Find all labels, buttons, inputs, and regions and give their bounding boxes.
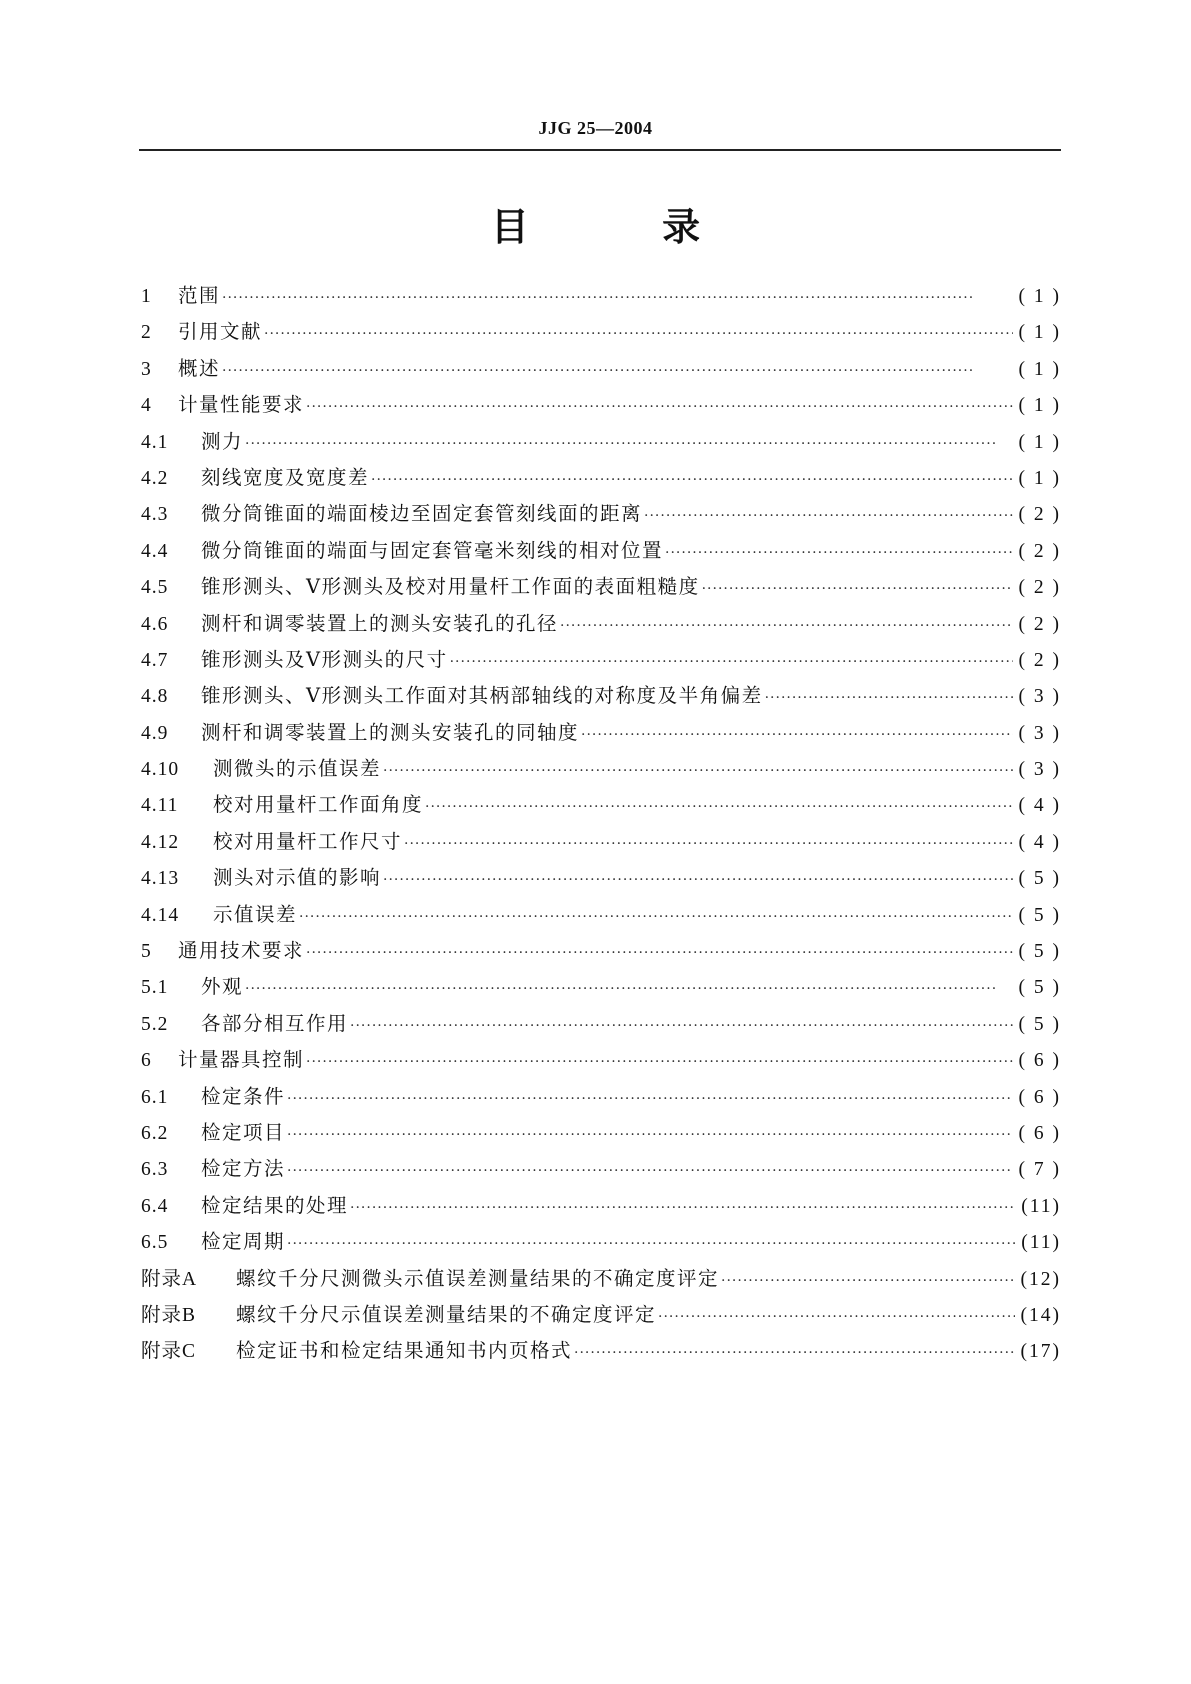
toc-entry-number: 4.8 bbox=[141, 686, 169, 708]
toc-entry-title: 锥形测头、V形测头工作面对其柄部轴线的对称度及半角偏差 bbox=[201, 684, 763, 708]
toc-entry-title: 引用文献 bbox=[178, 320, 263, 344]
toc-entry-page: ( 1 ) bbox=[1018, 467, 1061, 489]
toc-entry-page: ( 2 ) bbox=[1018, 504, 1061, 526]
toc-entry-title: 检定结果的处理 bbox=[201, 1193, 349, 1217]
dot-leader bbox=[581, 727, 1012, 743]
toc-entry[interactable] bbox=[141, 717, 1061, 753]
toc-entry-title: 检定项目 bbox=[201, 1120, 286, 1144]
toc-entry-number: 1 bbox=[141, 286, 152, 307]
toc-entry-number: 5.1 bbox=[141, 977, 169, 999]
toc-entry-page: ( 7 ) bbox=[1018, 1159, 1061, 1181]
dot-leader bbox=[306, 399, 1012, 415]
toc-entry-title: 螺纹千分尺测微头示值误差测量结果的不确定度评定 bbox=[236, 1266, 720, 1290]
toc-entry-number: 6.5 bbox=[141, 1232, 169, 1254]
toc-entry-page: ( 3 ) bbox=[1018, 722, 1061, 744]
toc-entry-number: 6.3 bbox=[141, 1159, 169, 1181]
toc-entry[interactable] bbox=[141, 1117, 1061, 1153]
toc-entry-number: 4.2 bbox=[141, 467, 169, 489]
toc-entry-title: 通用技术要求 bbox=[178, 939, 305, 963]
document-code-header: JJG 25—2004 bbox=[538, 118, 653, 138]
toc-entry-page: ( 5 ) bbox=[1018, 977, 1061, 999]
toc-entry-title: 测杆和调零装置上的测头安装孔的同轴度 bbox=[201, 720, 580, 744]
dot-leader bbox=[702, 581, 1013, 597]
toc-entry-title: 刻线宽度及宽度差 bbox=[201, 465, 370, 489]
dot-leader bbox=[383, 872, 1012, 888]
toc-entry-page: ( 5 ) bbox=[1018, 941, 1061, 963]
toc-entry-number: 附录A bbox=[141, 1268, 198, 1290]
toc-entry-title: 检定方法 bbox=[201, 1157, 286, 1181]
toc-entry-number: 2 bbox=[141, 322, 152, 344]
toc-entry-title: 检定条件 bbox=[201, 1084, 286, 1108]
toc-entry[interactable] bbox=[141, 1226, 1061, 1262]
toc-entry-title: 检定周期 bbox=[201, 1230, 286, 1254]
toc-entry[interactable] bbox=[141, 316, 1061, 352]
dot-leader bbox=[644, 508, 1012, 524]
dot-leader bbox=[306, 1054, 1012, 1070]
toc-entry[interactable] bbox=[141, 1081, 1061, 1117]
dot-leader bbox=[425, 799, 1012, 815]
toc-entry-number: 4.6 bbox=[141, 613, 169, 635]
toc-entry-title: 锥形测头、V形测头及校对用量杆工作面的表面粗糙度 bbox=[201, 575, 700, 599]
toc-entry-page: ( 1 ) bbox=[1018, 431, 1061, 453]
toc-entry-page: ( 2 ) bbox=[1018, 649, 1061, 671]
toc-entry-title: 微分筒锥面的端面棱边至固定套管刻线面的距离 bbox=[201, 502, 643, 526]
dot-leader bbox=[560, 618, 1012, 634]
toc-entry-title: 测杆和调零装置上的测头安装孔的孔径 bbox=[201, 611, 559, 635]
toc-entry-page: (14) bbox=[1020, 1304, 1061, 1326]
table-of-contents bbox=[141, 280, 1061, 1372]
dot-leader bbox=[287, 1236, 1015, 1252]
toc-entry-page: ( 6 ) bbox=[1018, 1122, 1061, 1144]
toc-entry[interactable] bbox=[141, 826, 1061, 862]
toc-entry[interactable] bbox=[141, 1335, 1061, 1371]
dot-leader bbox=[404, 836, 1012, 852]
toc-entry-number: 4.5 bbox=[141, 577, 169, 599]
dot-leader bbox=[245, 436, 1012, 452]
toc-entry[interactable] bbox=[141, 1299, 1061, 1335]
toc-entry-title: 校对用量杆工作面角度 bbox=[213, 793, 424, 817]
toc-entry-page: ( 6 ) bbox=[1018, 1050, 1061, 1072]
toc-entry[interactable] bbox=[141, 971, 1061, 1007]
toc-entry-page: (11) bbox=[1021, 1232, 1061, 1254]
toc-entry-page: (17) bbox=[1020, 1341, 1061, 1363]
toc-entry-page: ( 5 ) bbox=[1018, 1013, 1061, 1035]
toc-entry[interactable] bbox=[141, 498, 1061, 534]
dot-leader bbox=[222, 290, 1012, 306]
toc-entry-page: ( 5 ) bbox=[1018, 904, 1061, 926]
toc-entry-title: 范围 bbox=[178, 284, 221, 307]
toc-entry-title: 示值误差 bbox=[213, 902, 298, 926]
toc-entry-number: 4.4 bbox=[141, 540, 169, 562]
toc-entry-page: (11) bbox=[1021, 1195, 1061, 1217]
toc-entry[interactable] bbox=[141, 644, 1061, 680]
dot-leader bbox=[287, 1127, 1012, 1143]
toc-entry-number: 4.12 bbox=[141, 831, 180, 853]
dot-leader bbox=[721, 1273, 1014, 1289]
toc-entry-page: ( 2 ) bbox=[1018, 577, 1061, 599]
toc-entry-number: 4.11 bbox=[141, 795, 179, 817]
toc-entry[interactable] bbox=[141, 935, 1061, 971]
toc-entry[interactable] bbox=[141, 1263, 1061, 1299]
toc-entry-page: ( 4 ) bbox=[1018, 795, 1061, 817]
toc-entry-number: 4.7 bbox=[141, 649, 169, 671]
toc-entry-number: 3 bbox=[141, 358, 152, 380]
toc-entry[interactable] bbox=[141, 789, 1061, 825]
toc-entry-page: ( 5 ) bbox=[1018, 868, 1061, 890]
toc-entry-number: 4.14 bbox=[141, 904, 180, 926]
toc-entry-page: ( 3 ) bbox=[1018, 686, 1061, 708]
toc-entry-number: 6.2 bbox=[141, 1122, 169, 1144]
dot-leader bbox=[287, 1091, 1012, 1107]
dot-leader bbox=[371, 472, 1012, 488]
toc-entry-title: 概述 bbox=[178, 356, 221, 380]
toc-entry[interactable] bbox=[141, 862, 1061, 898]
toc-entry[interactable] bbox=[141, 1153, 1061, 1189]
dot-leader bbox=[350, 1200, 1015, 1216]
dot-leader bbox=[264, 326, 1012, 342]
dot-leader bbox=[383, 763, 1012, 779]
dot-leader bbox=[350, 1018, 1012, 1034]
toc-entry-number: 6.1 bbox=[141, 1086, 169, 1108]
dot-leader bbox=[665, 545, 1012, 561]
dot-leader bbox=[658, 1309, 1014, 1325]
toc-entry-number: 4.3 bbox=[141, 504, 169, 526]
toc-entry[interactable] bbox=[141, 389, 1061, 425]
toc-entry-page: ( 3 ) bbox=[1018, 759, 1061, 781]
toc-entry-page: ( 6 ) bbox=[1018, 1086, 1061, 1108]
toc-entry-title: 外观 bbox=[201, 975, 244, 999]
toc-entry[interactable] bbox=[141, 753, 1061, 789]
toc-entry-title: 计量器具控制 bbox=[178, 1048, 305, 1072]
toc-entry[interactable] bbox=[141, 462, 1061, 498]
toc-entry[interactable] bbox=[141, 353, 1061, 389]
toc-entry[interactable] bbox=[141, 1008, 1061, 1044]
toc-entry-number: 4.9 bbox=[141, 722, 169, 744]
toc-entry-page: ( 1 ) bbox=[1018, 286, 1061, 307]
toc-entry-title: 锥形测头及V形测头的尺寸 bbox=[201, 647, 448, 671]
toc-entry-page: ( 1 ) bbox=[1018, 358, 1061, 380]
toc-entry[interactable] bbox=[141, 280, 1061, 316]
toc-entry-title: 螺纹千分尺示值误差测量结果的不确定度评定 bbox=[236, 1302, 657, 1326]
toc-entry-number: 6.4 bbox=[141, 1195, 169, 1217]
toc-entry-page: ( 2 ) bbox=[1018, 540, 1061, 562]
toc-entry-title: 微分筒锥面的端面与固定套管毫米刻线的相对位置 bbox=[201, 538, 664, 562]
toc-entry-number: 4.10 bbox=[141, 759, 180, 781]
dot-leader bbox=[245, 981, 1012, 997]
dot-leader bbox=[299, 909, 1012, 925]
toc-entry[interactable] bbox=[141, 535, 1061, 571]
toc-entry-number: 6 bbox=[141, 1050, 152, 1072]
dot-leader bbox=[450, 654, 1013, 670]
toc-entry-page: ( 4 ) bbox=[1018, 831, 1061, 853]
toc-entry-number: 4.13 bbox=[141, 868, 180, 890]
header-rule bbox=[139, 149, 1061, 151]
toc-entry[interactable] bbox=[141, 680, 1061, 716]
toc-entry-title: 计量性能要求 bbox=[178, 393, 305, 417]
toc-entry[interactable] bbox=[141, 899, 1061, 935]
toc-entry-title: 各部分相互作用 bbox=[201, 1011, 349, 1035]
toc-entry-number: 附录B bbox=[141, 1304, 197, 1326]
toc-entry-number: 4.1 bbox=[141, 431, 169, 453]
toc-entry[interactable] bbox=[141, 1044, 1061, 1080]
toc-entry[interactable] bbox=[141, 571, 1061, 607]
dot-leader bbox=[765, 690, 1013, 706]
toc-entry-number: 5.2 bbox=[141, 1013, 169, 1035]
toc-entry-page: ( 2 ) bbox=[1018, 613, 1061, 635]
toc-entry-page: ( 1 ) bbox=[1018, 322, 1061, 344]
dot-leader bbox=[222, 363, 1012, 379]
toc-entry-page: (12) bbox=[1020, 1268, 1061, 1290]
toc-entry-title: 测微头的示值误差 bbox=[213, 757, 382, 781]
toc-entry[interactable] bbox=[141, 608, 1061, 644]
dot-leader bbox=[574, 1345, 1014, 1361]
toc-entry-number: 4 bbox=[141, 395, 152, 417]
toc-entry-title: 校对用量杆工作尺寸 bbox=[213, 829, 403, 853]
toc-entry-title: 测头对示值的影响 bbox=[213, 866, 382, 890]
toc-entry-number: 5 bbox=[141, 941, 152, 963]
dot-leader bbox=[306, 945, 1012, 961]
toc-entry[interactable] bbox=[141, 1190, 1061, 1226]
toc-entry-page: ( 1 ) bbox=[1018, 395, 1061, 417]
toc-entry-title: 测力 bbox=[201, 429, 244, 453]
toc-entry-number: 附录C bbox=[141, 1341, 197, 1363]
toc-entry-title: 检定证书和检定结果通知书内页格式 bbox=[236, 1339, 573, 1363]
page-title: 目 录 bbox=[490, 205, 761, 249]
toc-entry[interactable] bbox=[141, 426, 1061, 462]
dot-leader bbox=[287, 1163, 1012, 1179]
